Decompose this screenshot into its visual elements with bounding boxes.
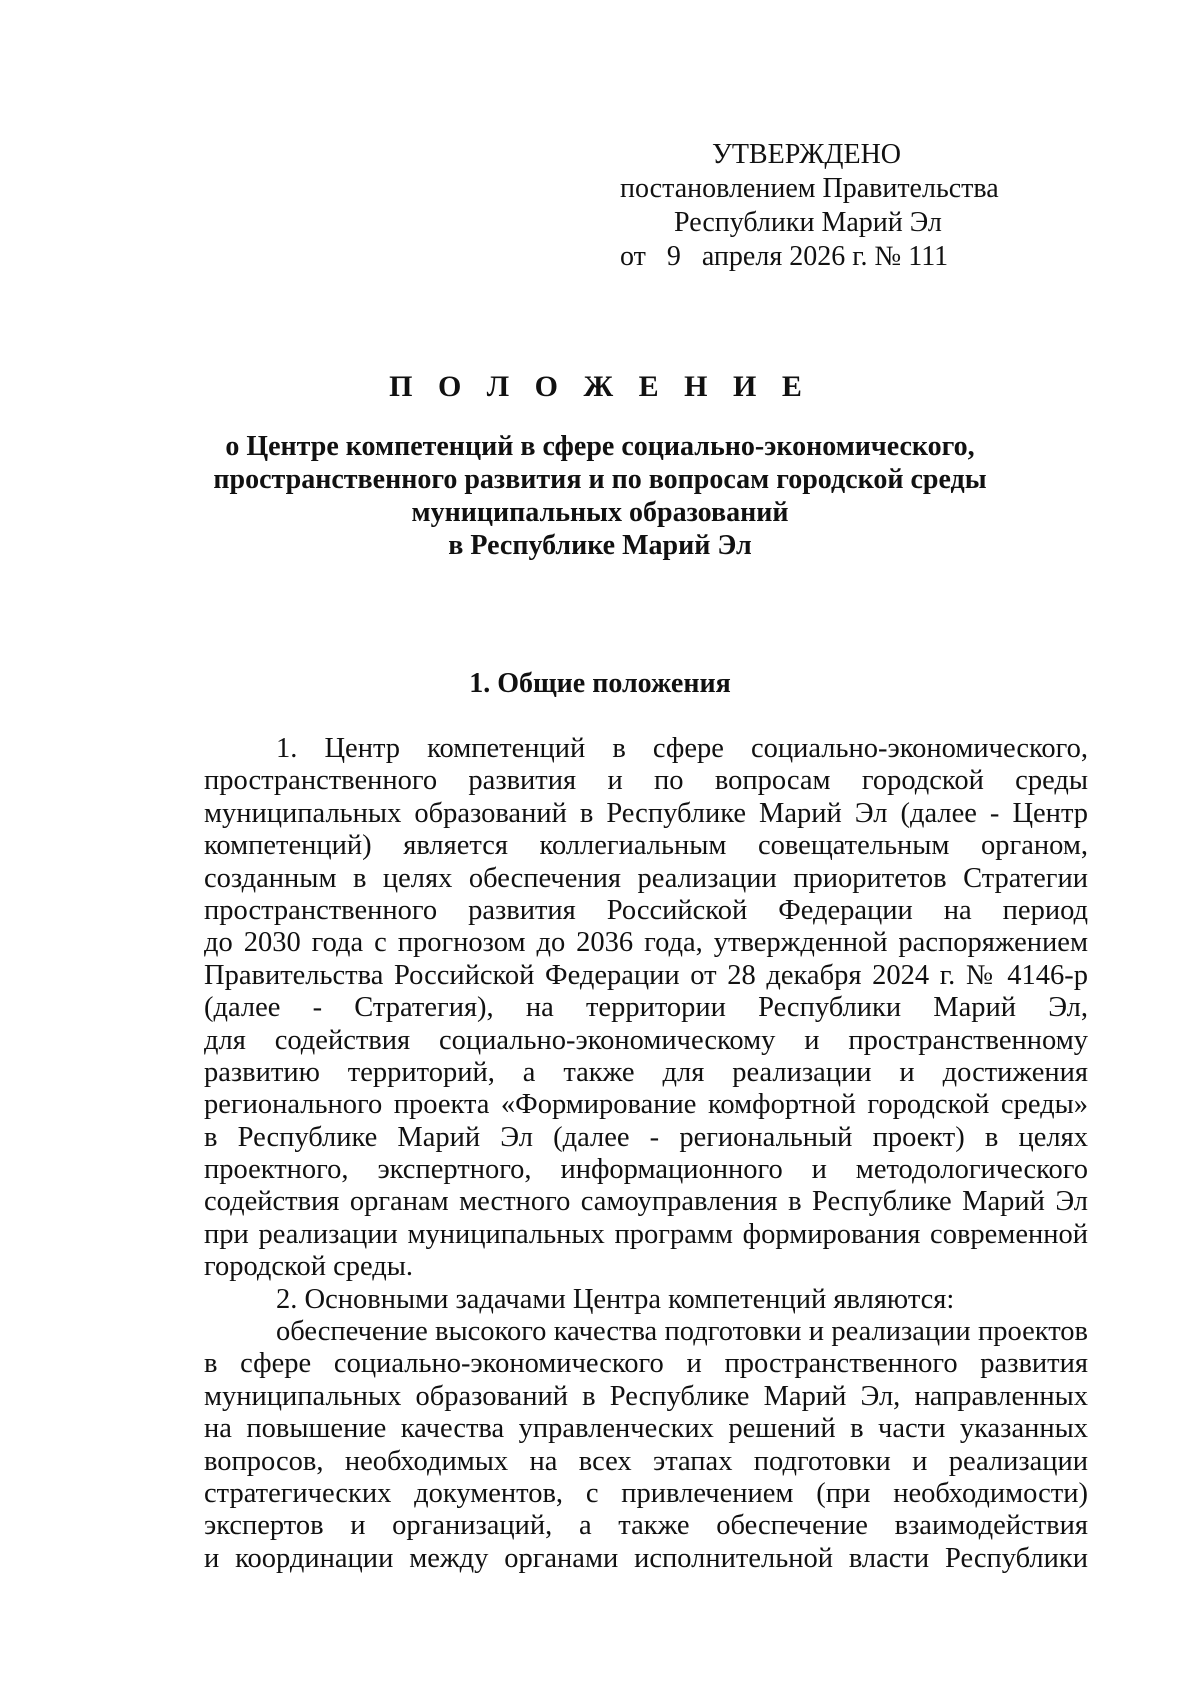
approval-date [620,240,1040,274]
body-line: регионального проекта «Формирование комфортной городской среды» [204,1089,1088,1121]
subtitle-line: муниципальных образований [411,497,789,528]
body-line: на повышение качества управленческих решений в части указанных [204,1413,1088,1445]
body-line: вопросов, необходимых на всех этапах подготовки и реализации [204,1445,1088,1477]
body-line: проектного, экспертного, информационного и методологического [204,1154,1088,1186]
body-line: содействия органам местного самоуправления в Республике Марий Эл [204,1186,1088,1218]
body-line: 2. Основными задачами Центра компетенций являются: [276,1283,955,1315]
body-line: Правительства Российской Федерации от 28 декабря 2024 г. № 4146-р [204,959,1088,991]
body-line: стратегических документов, с привлечением (при необходимости) [204,1477,1088,1509]
subtitle-line: в Республике Марий Эл [448,530,752,561]
body-line: компетенций) является коллегиальным совещательным органом, [204,830,1088,862]
body-line: муниципальных образований в Республике Марий Эл, направленных [204,1380,1088,1412]
approval-stamp [620,138,1040,274]
body-line: пространственного развития Российской Федерации на период [204,894,1088,926]
body-line: созданным в целях обеспечения реализации приоритетов Стратегии [204,862,1088,894]
body-line: развитию территорий, а также для реализации и достижения [204,1056,1088,1088]
approval-line-2: Республики Марий Эл [674,207,942,238]
body-line: пространственного развития и по вопросам городской среды [204,765,1088,797]
body-line: до 2030 года с прогнозом до 2036 года, утвержденной распоряжением [204,927,1088,959]
body-line: при реализации муниципальных программ формирования современной [204,1218,1088,1250]
body-line: и координации между органами исполнительной власти Республики [204,1542,1088,1574]
subtitle-line: пространственного развития и по вопросам городской среды [213,464,987,495]
body-line: обеспечение высокого качества подготовки и реализации проектов [276,1316,1088,1348]
body-line: в сфере социально-экономического и пространственного развития [204,1348,1088,1380]
body-line: в Республике Марий Эл (далее - региональный проект) в целях [204,1121,1088,1153]
approval-date-prefix: от [620,241,646,272]
document-title: П О Л О Ж Е Н И Е [389,370,811,403]
document-subtitle [150,430,1050,562]
subtitle-line: о Центре компетенций в сфере социально-экономического, [225,431,975,462]
body-line: (далее - Стратегия), на территории Республики Марий Эл, [204,992,1088,1024]
approval-line-1: постановлением Правительства [620,173,999,204]
approval-date-rest: апреля 2026 г. № 111 [701,241,949,272]
approval-date-day: 9 [666,241,681,272]
body-line: для содействия социально-экономическому и пространственному [204,1024,1088,1056]
approval-title: УТВЕРЖДЕНО [712,139,902,170]
body-line: городской среды. [204,1251,414,1283]
body-line: экспертов и организаций, а также обеспечение взаимодействия [204,1510,1088,1542]
body-line: муниципальных образований в Республике Марий Эл (далее - Центр [204,797,1088,829]
body-text [204,733,1088,1575]
section-heading: 1. Общие положения [469,668,731,699]
body-line: 1. Центр компетенций в сфере социально-экономического, [276,733,1088,764]
